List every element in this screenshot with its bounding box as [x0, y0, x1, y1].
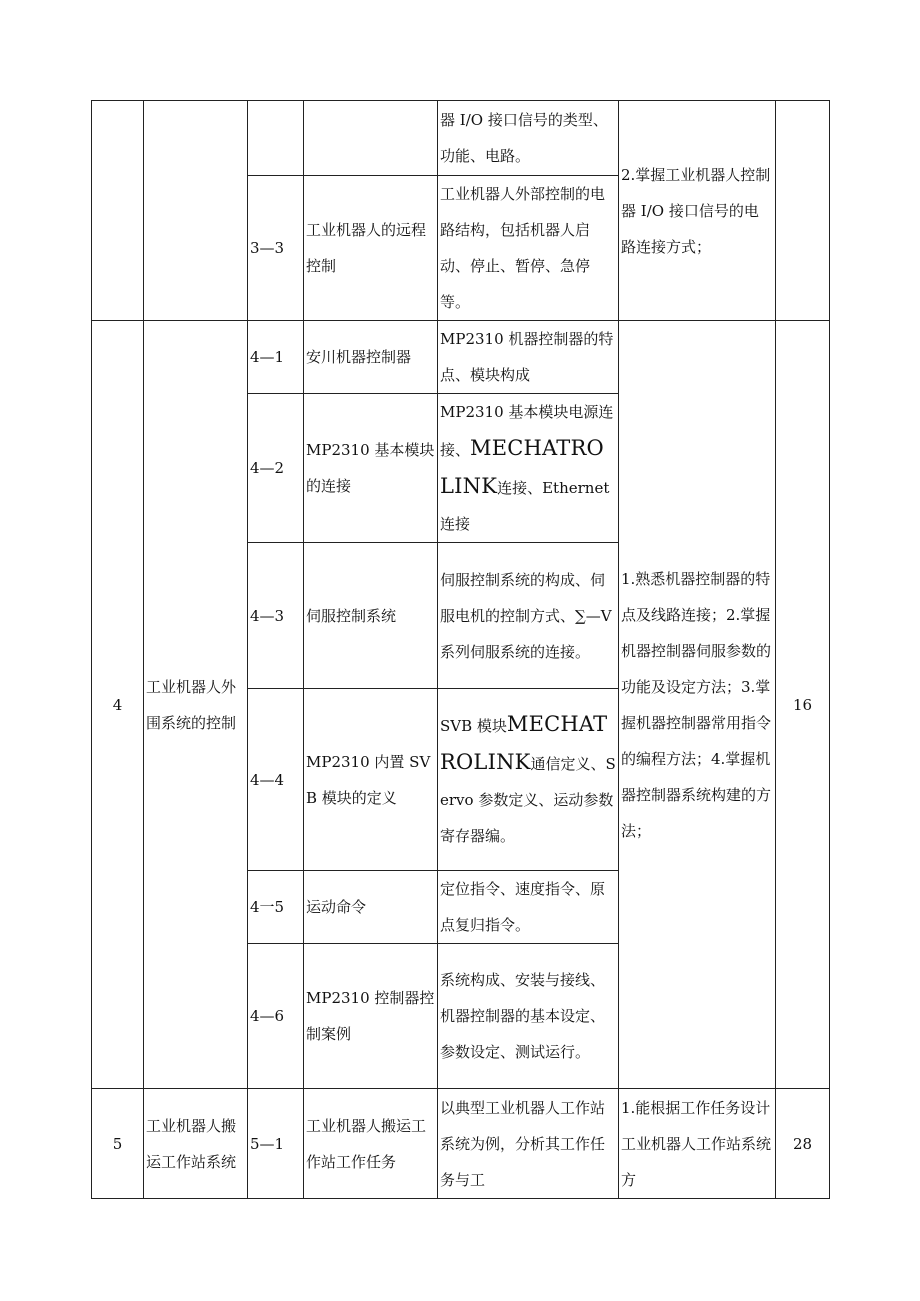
lesson-code: 3—3: [248, 176, 304, 321]
lesson-name: 工业机器人搬运工作站工作任务: [304, 1089, 438, 1199]
mechatrolink-term: MECHATROLINK: [440, 436, 604, 498]
unit3-code-cell: [248, 101, 304, 176]
unit-goal: 1.熟悉机器控制器的特点及线路连接；2.掌握机器控制器伺服参数的功能及设定方法；3.掌握机器控制器常用指令的编程方法；4.掌握机器控制器系统构建的方法；: [619, 321, 776, 1089]
unit3-row-1: [92, 101, 830, 176]
mechatrolink-term: MECHATROLINK: [440, 711, 608, 774]
lesson-content: 定位指令、速度指令、原点复归指令。: [438, 871, 619, 944]
lesson-content: 以典型工业机器人工作站系统为例，分析其工作任务与工: [438, 1089, 619, 1199]
unit-number: 5: [92, 1089, 144, 1199]
lesson-name: 运动命令: [304, 871, 438, 944]
unit-title: 工业机器人搬运工作站系统: [144, 1089, 248, 1199]
lesson-content-part: MP2310 基本模块电源连接、: [440, 403, 614, 459]
lesson-code: 4—3: [248, 543, 304, 689]
curriculum-table: [91, 100, 830, 1199]
lesson-name: 伺服控制系统: [304, 543, 438, 689]
lesson-content: [438, 689, 619, 871]
lesson-content: 伺服控制系统的构成、伺服电机的控制方式、∑—V 系列伺服系统的连接。: [438, 543, 619, 689]
lesson-content: 工业机器人外部控制的电路结构，包括机器人启动、停止、暂停、急停等。: [438, 176, 619, 321]
unit3-title-cell: [144, 101, 248, 321]
unit4-row-1: [92, 321, 830, 394]
lesson-content-part: 连接、Ethernet 连接: [440, 479, 610, 533]
lesson-name: 工业机器人的远程控制: [304, 176, 438, 321]
lesson-code: 4—1: [248, 321, 304, 394]
unit3-number-cell: [92, 101, 144, 321]
lesson-content-part: 通信定义、Servo 参数定义、运动参数寄存器编。: [440, 754, 616, 845]
unit3-hours-cell: [776, 101, 830, 321]
unit3-name-cell: [304, 101, 438, 176]
unit5-row-1: [92, 1089, 830, 1199]
unit-number: 4: [92, 321, 144, 1089]
lesson-name: MP2310 内置 SVB 模块的定义: [304, 689, 438, 871]
lesson-content-part: SVB 模块: [440, 716, 507, 735]
lesson-code: 4—2: [248, 394, 304, 543]
lesson-code: 5—1: [248, 1089, 304, 1199]
lesson-code: 4—4: [248, 689, 304, 871]
lesson-content: [438, 394, 619, 543]
lesson-content: MP2310 机器控制器的特点、模块构成: [438, 321, 619, 394]
unit3-goal-cell: 2.掌握工业机器人控制器 I/O 接口信号的电路连接方式；: [619, 101, 776, 321]
lesson-code: 4—6: [248, 944, 304, 1089]
unit-title: 工业机器人外围系统的控制: [144, 321, 248, 1089]
lesson-code: 4一5: [248, 871, 304, 944]
lesson-name: MP2310 控制器控制案例: [304, 944, 438, 1089]
lesson-name: MP2310 基本模块的连接: [304, 394, 438, 543]
lesson-content: 系统构成、安装与接线、机器控制器的基本设定、参数设定、测试运行。: [438, 944, 619, 1089]
lesson-name: 安川机器控制器: [304, 321, 438, 394]
unit3-content-cell: 器 I/O 接口信号的类型、功能、电路。: [438, 101, 619, 176]
unit-hours: 28: [776, 1089, 830, 1199]
unit-hours: 16: [776, 321, 830, 1089]
unit-goal: 1.能根据工作任务设计工业机器人工作站系统方: [619, 1089, 776, 1199]
